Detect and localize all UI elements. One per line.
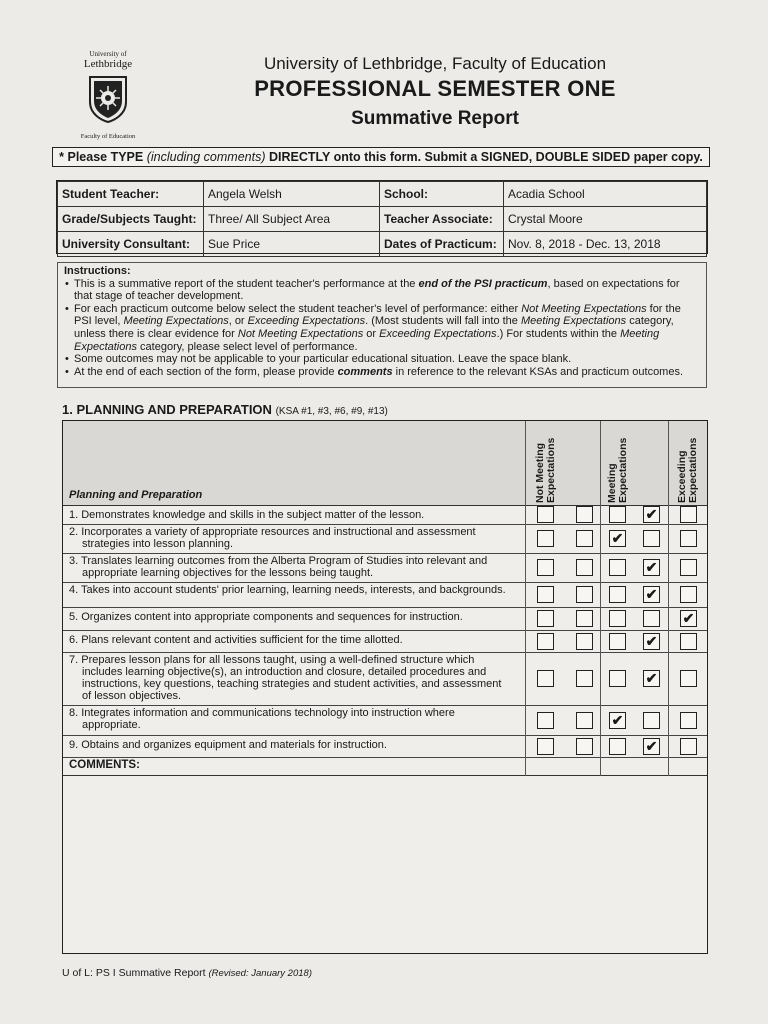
rating-checkbox-1[interactable] (537, 586, 554, 603)
rating-checkbox-2[interactable] (576, 610, 593, 627)
rating-checkbox-4[interactable]: ✔ (643, 633, 660, 650)
rating-row (63, 553, 707, 583)
outcome-text (69, 526, 521, 550)
rating-checkbox-2[interactable] (576, 670, 593, 687)
outcome-line: includes learning objective(s), an introduction and closure, detailed procedures and (82, 666, 487, 678)
rating-row (63, 735, 707, 758)
rating-checkbox-3[interactable] (609, 610, 626, 627)
footer-text: U of L: PS I Summative Report (62, 967, 206, 979)
rating-checkbox-5[interactable] (680, 530, 697, 547)
rating-checkbox-2[interactable] (576, 559, 593, 576)
school-field[interactable]: Acadia School (504, 182, 707, 207)
rating-row (63, 652, 707, 706)
rating-checkbox-5[interactable] (680, 586, 697, 603)
rating-checkbox-2[interactable] (576, 738, 593, 755)
crest-icon (87, 74, 129, 124)
rating-checkbox-1[interactable] (537, 633, 554, 650)
student-info-table (56, 180, 708, 254)
section-ksa: (KSA #1, #3, #6, #9, #13) (275, 406, 388, 417)
outcome-line: instructions, key questions, teaching strategies and student activities, and assessment (82, 678, 502, 690)
outcome-text (69, 509, 521, 521)
outcome-text (69, 634, 521, 646)
rating-checkbox-4[interactable]: ✔ (643, 506, 660, 523)
rating-row (63, 705, 707, 736)
rating-checkbox-3[interactable] (609, 670, 626, 687)
page-subtitle: Summative Report (351, 108, 519, 129)
rating-checkbox-5[interactable] (680, 712, 697, 729)
consultant-label: University Consultant: (58, 232, 204, 257)
outcome-line: 6. Plans relevant content and activities sufficient for the time allotted. (69, 634, 403, 646)
associate-label: Teacher Associate: (380, 207, 504, 232)
rating-checkbox-1[interactable] (537, 712, 554, 729)
outcome-text (69, 584, 521, 596)
outcome-line: appropriate. (82, 719, 141, 731)
outcome-line: appropriate learning objectives for the lessons being taught. (82, 567, 374, 579)
outcome-text (69, 739, 521, 751)
col-header-exceeding: Exceeding Expectations (676, 437, 699, 503)
column-divider (668, 421, 669, 776)
rating-checkbox-2[interactable] (576, 586, 593, 603)
rating-row (63, 607, 707, 631)
rating-checkbox-3[interactable] (609, 633, 626, 650)
rating-row (63, 582, 707, 608)
rating-checkbox-2[interactable] (576, 712, 593, 729)
col-header-not-meeting: Not Meeting Expectations (534, 437, 557, 503)
outcome-line: 4. Takes into account students' prior learning, learning needs, interests, and backgrounds. (69, 584, 506, 596)
rating-checkbox-1[interactable] (537, 610, 554, 627)
rating-checkbox-3[interactable] (609, 506, 626, 523)
school-label: School: (380, 182, 504, 207)
outcome-line: 8. Integrates information and communications technology into instruction where (69, 707, 455, 719)
logo-name: Lethbridge (83, 58, 133, 70)
rating-checkbox-4[interactable]: ✔ (643, 670, 660, 687)
notice-italic: (including comments) (146, 150, 266, 164)
rating-checkbox-1[interactable] (537, 670, 554, 687)
outcome-line: 3. Translates learning outcomes from the Alberta Program of Studies into relevant and (69, 555, 488, 567)
university-logo (62, 50, 154, 140)
rating-checkbox-5[interactable] (680, 506, 697, 523)
column-divider (600, 421, 601, 776)
notice-suffix: DIRECTLY onto this form. Submit a SIGNED, DOUBLE SIDED paper copy. (268, 150, 703, 164)
outcome-line: strategies into lesson planning. (82, 538, 234, 550)
rating-checkbox-2[interactable] (576, 506, 593, 523)
consultant-field[interactable]: Sue Price (204, 232, 380, 257)
instruction-item: • This is a summative report of the student teacher's performance at the end of the PSI practicum, based on expectations for that stage of teacher development. (74, 278, 700, 303)
rating-checkbox-5[interactable] (680, 559, 697, 576)
column-divider (525, 421, 526, 776)
rating-checkbox-5[interactable] (680, 633, 697, 650)
instructions-heading: Instructions: (64, 265, 131, 277)
outcome-text (69, 555, 521, 579)
notice-prefix: * Please TYPE (59, 150, 144, 164)
rating-checkbox-3[interactable] (609, 559, 626, 576)
rating-checkbox-3[interactable]: ✔ (609, 712, 626, 729)
rating-checkbox-5[interactable] (680, 670, 697, 687)
dates-field[interactable]: Nov. 8, 2018 - Dec. 13, 2018 (504, 232, 707, 257)
typing-notice (52, 147, 710, 167)
rating-checkbox-4[interactable] (643, 530, 660, 547)
logo-faculty: Faculty of Education (80, 133, 136, 140)
rating-row (63, 505, 707, 525)
rating-checkbox-1[interactable] (537, 530, 554, 547)
rating-row (63, 630, 707, 653)
rating-checkbox-4[interactable]: ✔ (643, 559, 660, 576)
instruction-item: • At the end of each section of the form, please provide comments in reference to the relevant KSAs and practicum outcomes. (74, 366, 700, 379)
rating-checkbox-1[interactable] (537, 738, 554, 755)
outcome-line: 1. Demonstrates knowledge and skills in the subject matter of the lesson. (69, 509, 425, 521)
associate-field[interactable]: Crystal Moore (504, 207, 707, 232)
rating-checkbox-3[interactable]: ✔ (609, 530, 626, 547)
comments-area[interactable] (63, 783, 707, 951)
rating-checkbox-3[interactable] (609, 738, 626, 755)
outcome-text (69, 707, 521, 731)
rating-checkbox-4[interactable]: ✔ (643, 586, 660, 603)
instructions-box (57, 262, 707, 388)
planning-rating-table (62, 420, 708, 954)
col-header-meeting: Meeting Expectations (606, 437, 629, 503)
outcome-text (69, 611, 521, 623)
outcome-line: 7. Prepares lesson plans for all lessons taught, using a well-defined structure which (69, 654, 475, 666)
rating-checkbox-2[interactable] (576, 530, 593, 547)
grade-field[interactable]: Three/ All Subject Area (204, 207, 380, 232)
rating-checkbox-2[interactable] (576, 633, 593, 650)
page-title: PROFESSIONAL SEMESTER ONE (254, 76, 616, 101)
student-teacher-label: Student Teacher: (58, 182, 204, 207)
university-heading: University of Lethbridge, Faculty of Education (263, 54, 607, 73)
rating-checkbox-4[interactable] (643, 712, 660, 729)
section-title: 1. PLANNING AND PREPARATION (62, 402, 272, 417)
page-footer (62, 967, 312, 979)
logo-university-of: University of (89, 50, 127, 58)
comments-label: COMMENTS: (69, 759, 140, 771)
comments-header-row (63, 757, 707, 776)
instruction-item: • For each practicum outcome below select the student teacher's level of performance: either Not Meeting Expectations for the PSI level, Meeting Expectations, or Exceeding Expectations. (Most students will fall into the Meeting Expectations category, unless there is clear evidence for Not Meeting Expectations or Exceeding Expectations.) For students within the Meeting Expectations category, please select level of performance. (74, 303, 700, 353)
dates-label: Dates of Practicum: (380, 232, 504, 257)
rating-checkbox-4[interactable] (643, 610, 660, 627)
outcome-line: of lesson objectives. (82, 690, 182, 702)
section-heading (62, 402, 388, 417)
footer-revised: (Revised: January 2018) (208, 968, 312, 979)
rating-checkbox-5[interactable] (680, 738, 697, 755)
rating-checkbox-4[interactable]: ✔ (643, 738, 660, 755)
outcome-line: 5. Organizes content into appropriate components and sequences for instruction. (69, 611, 463, 623)
table-header (63, 421, 707, 506)
outcome-line: 9. Obtains and organizes equipment and materials for instruction. (69, 739, 387, 751)
outcome-line: 2. Incorporates a variety of appropriate resources and instructional and assessment (69, 526, 476, 538)
rating-checkbox-5[interactable]: ✔ (680, 610, 697, 627)
rating-checkbox-1[interactable] (537, 559, 554, 576)
outcome-text (69, 654, 521, 702)
rating-checkbox-1[interactable] (537, 506, 554, 523)
rating-row (63, 524, 707, 554)
student-teacher-field[interactable]: Angela Welsh (204, 182, 380, 207)
table-label: Planning and Preparation (69, 489, 203, 501)
instruction-item: • Some outcomes may not be applicable to your particular educational situation. Leave the space blank. (74, 353, 700, 366)
grade-label: Grade/Subjects Taught: (58, 207, 204, 232)
rating-checkbox-3[interactable] (609, 586, 626, 603)
